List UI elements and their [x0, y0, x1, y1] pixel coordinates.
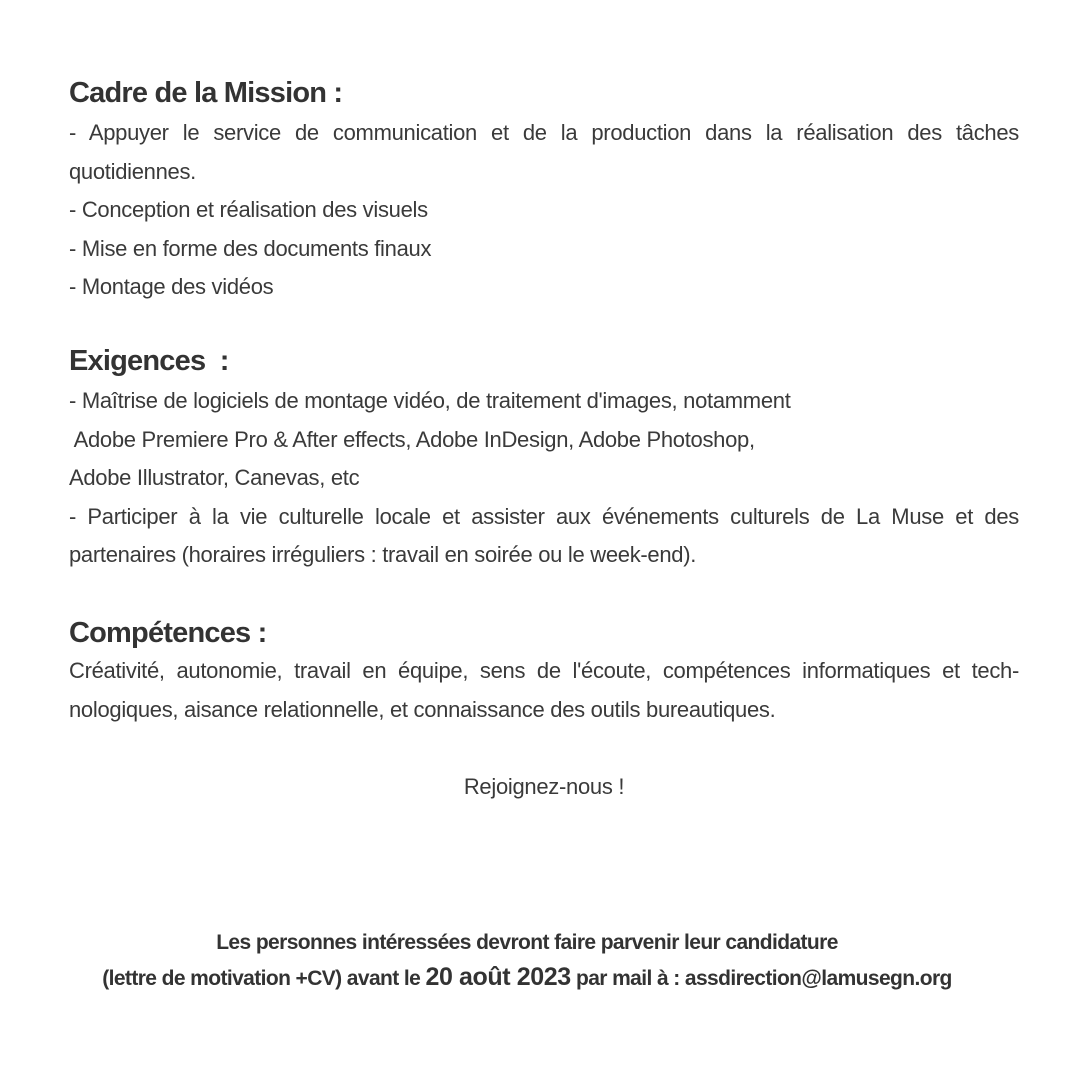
application-footer [0, 926, 1054, 996]
skills-section [69, 616, 1029, 729]
requirements-line: Adobe Illustrator, Canevas, etc [69, 465, 360, 491]
requirements-section [69, 344, 1029, 575]
footer-line-1: Les personnes intéressées devront faire parvenir leur candidature [216, 931, 838, 954]
footer-line-2-suffix: par mail à : assdirection@lamusegn.org [570, 967, 952, 990]
footer-line-2 [0, 960, 1054, 996]
footer-line-2-prefix: (lettre de motivation +CV) avant le [102, 967, 426, 990]
skills-lines [69, 652, 1029, 729]
requirements-line: - Maîtrise de logiciels de montage vidéo, de traitement d'images, notamment [69, 388, 791, 413]
mission-section [69, 76, 1029, 307]
mission-heading: Cadre de la Mission : [69, 77, 343, 109]
requirements-line: Adobe Premiere Pro & After effects, Adobe InDesign, Adobe Photoshop, [69, 426, 755, 452]
deadline-date: 20 août 2023 [425, 963, 571, 991]
mission-lines [69, 114, 1029, 307]
requirements-heading: Exigences : [69, 345, 229, 377]
mission-item: - Conception et réalisation des visuels [69, 197, 428, 223]
requirements-participation: - Participer à la vie culturelle locale et assister aux événements culturels de La Muse et des partenaires (horaires irréguliers : travail en soirée ou le week-end). [69, 503, 1019, 568]
call-to-action: Rejoignez-nous ! [463, 774, 625, 799]
mission-intro: - Appuyer le service de communication et de la production dans la réalisation des tâches quotidiennes. [69, 120, 1019, 184]
skills-text: Créativité, autonomie, travail en équipe, sens de l'écoute, compétences informatiques et tech-nologiques, aisance relationnelle, et connaissance des outils bureautiques. [69, 658, 1019, 722]
mission-item: - Mise en forme des documents finaux [69, 235, 432, 261]
mission-item: - Montage des vidéos [69, 274, 274, 300]
skills-heading: Compétences : [69, 617, 267, 649]
requirements-lines [69, 382, 1029, 575]
